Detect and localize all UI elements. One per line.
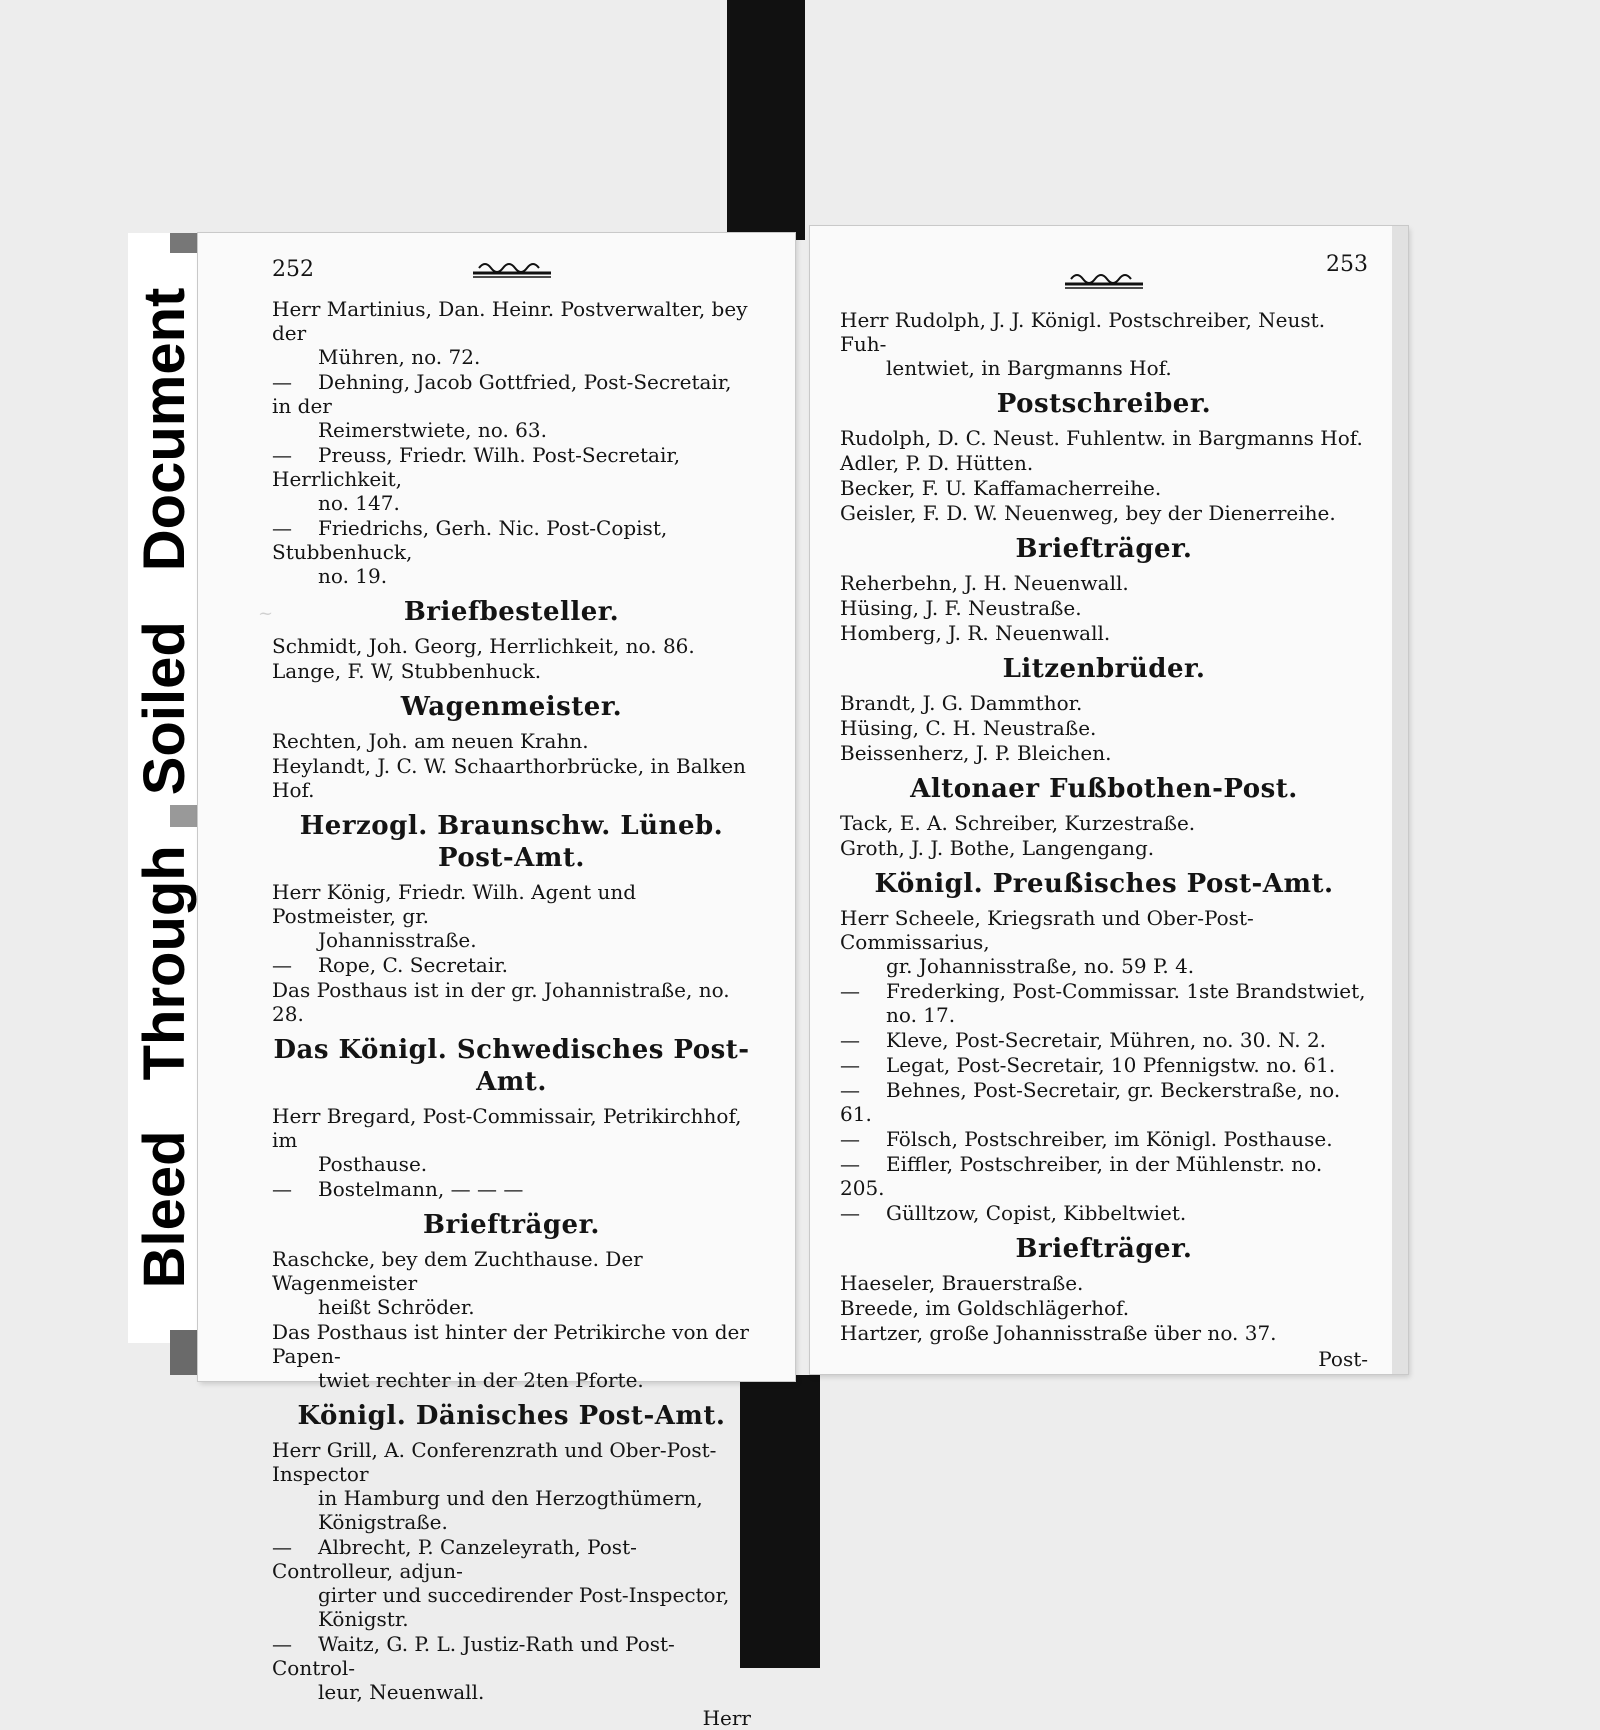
directory-entry: [840, 476, 1368, 500]
ditto-dash: —: [272, 443, 292, 467]
entry-text: Rechten, Joh. am neuen Krahn.: [272, 729, 589, 753]
directory-entry: [840, 596, 1368, 620]
entry-text: Hüsing, J. F. Neustraße.: [840, 596, 1082, 620]
entry-continuation: no. 17.: [886, 1003, 956, 1027]
ditto-dash: —: [840, 1028, 860, 1052]
entry-text: Herr Grill, A. Conferenzrath und Ober-Post-Inspector: [272, 1438, 717, 1486]
directory-entry: [272, 1438, 751, 1534]
ditto-dash: —: [272, 953, 292, 977]
entry-text: Beissenherz, J. P. Bleichen.: [840, 741, 1112, 765]
entry-continuation: Posthause.: [318, 1152, 428, 1176]
sub-entry: [272, 443, 751, 515]
section-heading: Briefträger.: [1015, 534, 1193, 564]
entry-continuation: no. 19.: [318, 564, 388, 588]
entry-text: Das Posthaus ist in der gr. Johannistraße, no. 28.: [272, 978, 730, 1026]
directory-entry: [272, 634, 751, 658]
directory-entry: [840, 571, 1368, 595]
directory-entry: [272, 754, 751, 802]
directory-entry: [840, 621, 1368, 645]
sub-entry: [272, 1632, 751, 1704]
section-heading: Postschreiber.: [996, 389, 1212, 419]
page-number: 252: [272, 257, 314, 282]
directory-entry: [840, 501, 1368, 525]
sub-entry: [272, 516, 751, 588]
label-word-through: Through: [131, 845, 197, 1081]
entry-continuation: heißt Schröder.: [318, 1295, 475, 1319]
entry-text: Dehning, Jacob Gottfried, Post-Secretair, in der: [272, 370, 732, 418]
running-head: [840, 252, 1368, 296]
entry-text: Herr Scheele, Kriegsrath und Ober-Post-Commissarius,: [840, 906, 1254, 954]
entry-continuation: twiet rechter in der 2ten Pforte.: [318, 1368, 644, 1392]
directory-entry: [840, 1296, 1368, 1320]
ditto-dash: —: [272, 1535, 292, 1559]
ditto-dash: —: [272, 1177, 292, 1201]
entry-text: Preuss, Friedr. Wilh. Post-Secretair, Herrlichkeit,: [272, 443, 681, 491]
directory-entry: [840, 811, 1368, 835]
entry-text: Eiffler, Postschreiber, in der Mühlenstr. no. 205.: [840, 1152, 1323, 1200]
entry-text: Kleve, Post-Secretair, Mühren, no. 30. N. 2.: [886, 1028, 1327, 1052]
entry-text: Herr Rudolph, J. J. Königl. Postschreiber, Neust. Fuh-: [840, 308, 1326, 356]
left-page-entries: [272, 297, 751, 1730]
entry-text: Rope, C. Secretair.: [318, 953, 508, 977]
head-ornament: [1061, 268, 1147, 290]
directory-entry: [272, 1320, 751, 1392]
entry-text: Lange, F. W, Stubbenhuck.: [272, 659, 542, 683]
page-number: 253: [1326, 252, 1368, 277]
section-heading: Briefträger.: [423, 1210, 600, 1240]
entry-text: Hartzer, große Johannisstraße über no. 37.: [840, 1321, 1277, 1345]
sub-entry: [272, 953, 751, 977]
entry-text: Fölsch, Postschreiber, im Königl. Posthause.: [886, 1127, 1333, 1151]
directory-entry: [272, 1104, 751, 1176]
entry-text: Breede, im Goldschlägerhof.: [840, 1296, 1130, 1320]
entry-text: Brandt, J. G. Dammthor.: [840, 691, 1083, 715]
entry-continuation: lentwiet, in Bargmanns Hof.: [886, 356, 1172, 380]
directory-entry: [272, 1247, 751, 1319]
sub-entry: [840, 1152, 1368, 1200]
running-head: [272, 251, 751, 285]
entry-continuation: in Hamburg und den Herzogthümern, Königstraße.: [318, 1486, 703, 1534]
label-word-soiled: Soiled: [131, 621, 197, 796]
catchword: Post-: [1318, 1347, 1368, 1371]
ditto-dash: —: [272, 516, 292, 540]
entry-text: Frederking, Post-Commissar. 1ste Brandstwiet,: [886, 979, 1366, 1003]
entry-text: Geisler, F. D. W. Neuenweg, bey der Dienerreihe.: [840, 501, 1336, 525]
entry-text: Das Posthaus ist hinter der Petrikirche von der Papen-: [272, 1320, 749, 1368]
entry-text: Becker, F. U. Kaffamacherreihe.: [840, 476, 1162, 500]
sub-entry: [840, 979, 1368, 1027]
entry-text: Behnes, Post-Secretair, gr. Beckerstraße, no. 61.: [840, 1078, 1341, 1126]
ditto-dash: —: [840, 1078, 860, 1102]
section-heading: Briefträger.: [1015, 1234, 1193, 1264]
entry-text: Schmidt, Joh. Georg, Herrlichkeit, no. 86.: [272, 634, 695, 658]
bleed-through-ghost: ~: [258, 603, 274, 624]
sub-entry: [840, 1028, 1368, 1052]
entry-text: Legat, Post-Secretair, 10 Pfennigstw. no. 61.: [886, 1053, 1336, 1077]
right-page-content: [810, 226, 1408, 1371]
entry-text: Bostelmann, — — —: [318, 1177, 524, 1201]
section-heading: Altonaer Fußbothen-Post.: [910, 774, 1298, 804]
ditto-dash: —: [272, 1632, 292, 1656]
entry-continuation: no. 147.: [318, 491, 400, 515]
ditto-dash: —: [840, 1053, 860, 1077]
entry-continuation: Johannisstraße.: [318, 928, 477, 952]
section-heading: Litzenbrüder.: [1002, 654, 1206, 684]
entry-text: Adler, P. D. Hütten.: [840, 451, 1034, 475]
entry-continuation: Mühren, no. 72.: [318, 345, 481, 369]
entry-text: Raschcke, bey dem Zuchthause. Der Wagenmeister: [272, 1247, 643, 1295]
sub-entry: [840, 1078, 1368, 1126]
right-page: [810, 226, 1408, 1374]
entry-text: Rudolph, D. C. Neust. Fuhlentw. in Bargmanns Hof.: [840, 426, 1363, 450]
directory-entry: [840, 308, 1368, 380]
catchword: Herr: [702, 1706, 751, 1730]
left-page-content: [198, 233, 795, 1730]
sub-entry: [840, 1053, 1368, 1077]
sub-entry: [272, 1535, 751, 1631]
label-word-bleed: Bleed: [131, 1130, 197, 1289]
entry-text: Haeseler, Brauerstraße.: [840, 1271, 1084, 1295]
section-heading: Königl. Preußisches Post-Amt.: [874, 869, 1334, 899]
entry-text: Albrecht, P. Canzeleyrath, Post-Controlleur, adjun-: [272, 1535, 637, 1583]
directory-entry: [840, 691, 1368, 715]
sub-entry: [272, 370, 751, 442]
ditto-dash: —: [840, 1127, 860, 1151]
label-word-document: Document: [131, 287, 197, 572]
directory-entry: [272, 880, 751, 952]
entry-text: Friedrichs, Gerh. Nic. Post-Copist, Stubbenhuck,: [272, 516, 668, 564]
entry-text: Tack, E. A. Schreiber, Kurzestraße.: [840, 811, 1196, 835]
directory-entry: [272, 659, 751, 683]
section-heading: Das Königl. Schwedisches Post-Amt.: [273, 1035, 750, 1097]
ditto-dash: —: [840, 1152, 860, 1176]
head-ornament: [469, 257, 555, 279]
section-heading: Herzogl. Braunschw. Lüneb. Post-Amt.: [299, 811, 724, 873]
section-heading: Briefbesteller.: [403, 597, 620, 627]
directory-entry: [840, 836, 1368, 860]
entry-text: Gülltzow, Copist, Kibbeltwiet.: [886, 1201, 1187, 1225]
directory-entry: [840, 426, 1368, 450]
entry-text: Homberg, J. R. Neuenwall.: [840, 621, 1111, 645]
directory-entry: [840, 741, 1368, 765]
directory-entry: [840, 451, 1368, 475]
degradation-label: [128, 233, 200, 1343]
ditto-dash: —: [840, 979, 860, 1003]
entry-continuation: Reimerstwiete, no. 63.: [318, 418, 547, 442]
ditto-dash: —: [272, 370, 292, 394]
ditto-dash: —: [840, 1201, 860, 1225]
sub-entry: [272, 1177, 751, 1201]
sub-entry: [840, 1127, 1368, 1151]
directory-entry: [840, 1321, 1368, 1345]
entry-continuation: girter und succedirender Post-Inspector, Königstr.: [318, 1583, 730, 1631]
entry-text: Waitz, G. P. L. Justiz-Rath und Post-Control-: [272, 1632, 675, 1680]
entry-text: Groth, J. J. Bothe, Langengang.: [840, 836, 1155, 860]
directory-entry: [840, 716, 1368, 740]
entry-continuation: leur, Neuenwall.: [318, 1680, 485, 1704]
entry-text: Herr Martinius, Dan. Heinr. Postverwalter, bey der: [272, 297, 748, 345]
section-heading: Königl. Dänisches Post-Amt.: [297, 1401, 726, 1431]
entry-text: Heylandt, J. C. W. Schaarthorbrücke, in Balken Hof.: [272, 754, 746, 802]
directory-entry: [840, 906, 1368, 978]
directory-entry: [840, 1271, 1368, 1295]
right-page-entries: [840, 308, 1368, 1371]
directory-entry: [272, 297, 751, 369]
section-heading: Wagenmeister.: [400, 692, 623, 722]
directory-entry: [272, 978, 751, 1026]
entry-text: Hüsing, C. H. Neustraße.: [840, 716, 1097, 740]
binding-shadow-top: [727, 0, 805, 240]
left-page: [198, 233, 795, 1730]
entry-text: Reherbehn, J. H. Neuenwall.: [840, 571, 1129, 595]
sub-entry: [840, 1201, 1368, 1225]
entry-text: Herr Bregard, Post-Commissair, Petrikirchhof, im: [272, 1104, 742, 1152]
directory-entry: [272, 729, 751, 753]
entry-text: Herr König, Friedr. Wilh. Agent und Postmeister, gr.: [272, 880, 637, 928]
entry-continuation: gr. Johannisstraße, no. 59 P. 4.: [886, 954, 1195, 978]
